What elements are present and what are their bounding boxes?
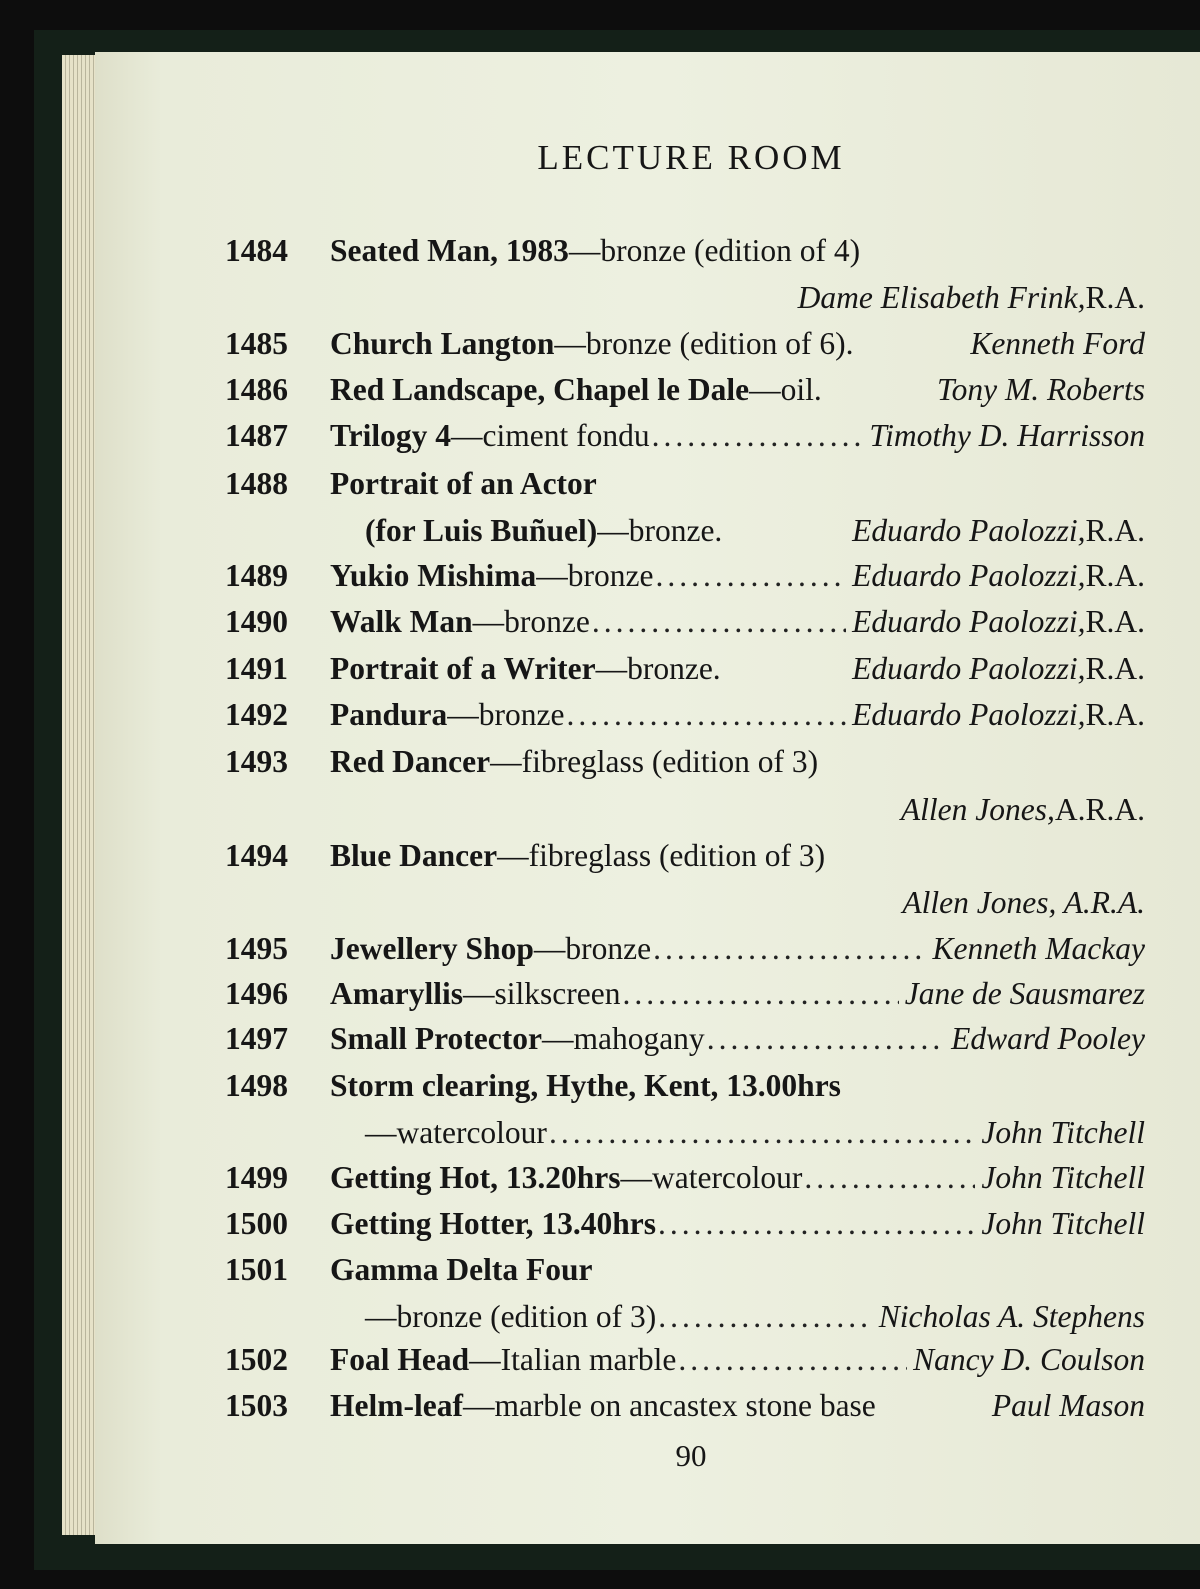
work-medium: —bronze. <box>595 651 721 686</box>
artist-name: Kenneth Ford <box>970 326 1145 361</box>
entry-continuation <box>95 276 1200 320</box>
entry-continuation <box>95 1111 1200 1155</box>
artist-suffix: R.A. <box>1085 697 1145 732</box>
catalogue-number: 1484 <box>225 233 288 268</box>
work-title: Storm clearing, Hythe, Kent, 13.00hrs <box>330 1068 841 1103</box>
catalogue-number: 1492 <box>225 697 288 732</box>
entry-row <box>95 972 1200 1016</box>
work-medium: —silkscreen <box>462 976 621 1011</box>
entry-list <box>95 52 1200 1544</box>
work-medium: —ciment fondu <box>451 418 650 453</box>
leader-dots <box>651 927 926 971</box>
artist-suffix: R.A. <box>1085 651 1145 686</box>
entry-row <box>95 1338 1200 1382</box>
work-title: Jewellery Shop <box>330 931 534 966</box>
catalogue-number: 1489 <box>225 558 288 593</box>
artist-name: Kenneth Mackay <box>932 931 1145 966</box>
artist-suffix: R.A. <box>1085 604 1145 639</box>
catalogue-number: 1502 <box>225 1342 288 1377</box>
artist-name: Eduardo Paolozzi, <box>852 558 1086 593</box>
artist-name: Paul Mason <box>991 1388 1145 1423</box>
catalogue-number: 1485 <box>225 326 288 361</box>
work-title: Foal Head <box>330 1342 470 1377</box>
leader-dots <box>547 1111 975 1155</box>
work-title: Gamma Delta Four <box>330 1252 593 1287</box>
work-title: Getting Hot, 13.20hrs <box>330 1160 621 1195</box>
leader-dots <box>705 1017 945 1061</box>
work-medium: —bronze <box>533 931 652 966</box>
entry-continuation <box>95 509 1200 553</box>
catalogue-number: 1496 <box>225 976 288 1011</box>
leader-dots <box>650 414 864 458</box>
work-medium: —bronze (edition of 6). <box>554 326 854 361</box>
work-medium: —bronze. <box>597 513 723 548</box>
entry-continuation <box>95 788 1200 832</box>
artist-name: Tony M. Roberts <box>937 372 1145 407</box>
work-title: Getting Hotter, 13.40hrs <box>330 1206 657 1241</box>
entry-row <box>95 1384 1200 1428</box>
entry-row <box>95 368 1200 412</box>
catalogue-number: 1491 <box>225 651 288 686</box>
entry-row <box>95 1064 1200 1108</box>
leader-dots <box>676 1338 907 1382</box>
catalogue-number: 1500 <box>225 1206 288 1241</box>
work-title: Blue Dancer <box>330 838 498 873</box>
work-title: Portrait of an Actor <box>330 466 597 501</box>
artist-suffix: R.A. <box>1085 513 1145 548</box>
catalogue-number: 1488 <box>225 466 288 501</box>
work-medium: —bronze <box>472 604 590 639</box>
leader-dots <box>590 600 846 644</box>
artist-name: Allen Jones, <box>900 792 1055 827</box>
artist-name: Eduardo Paolozzi, <box>852 513 1086 548</box>
entry-row <box>95 1202 1200 1246</box>
work-medium: —watercolour <box>620 1160 803 1195</box>
page-title: LECTURE ROOM <box>537 138 845 177</box>
work-medium: —bronze (edition of 3) <box>365 1299 657 1334</box>
work-title: Seated Man, 1983 <box>330 233 569 268</box>
leader-dots <box>802 1156 975 1200</box>
work-medium: —fibreglass (edition of 3) <box>497 838 826 873</box>
work-title: Church Langton <box>330 326 555 361</box>
work-medium: —Italian marble <box>469 1342 677 1377</box>
catalogue-number: 1490 <box>225 604 288 639</box>
entry-row <box>95 600 1200 644</box>
work-title: Small Protector <box>330 1021 542 1056</box>
work-medium: —bronze <box>447 697 565 732</box>
artist-name: John Titchell <box>981 1115 1145 1150</box>
catalogue-number: 1501 <box>225 1252 288 1287</box>
leader-dots <box>620 972 898 1016</box>
work-title: Walk Man <box>330 604 473 639</box>
artist-name: Timothy D. Harrisson <box>869 418 1145 453</box>
work-medium: —marble on ancastex stone base <box>462 1388 876 1423</box>
entry-continuation <box>95 1295 1200 1339</box>
work-title: Amaryllis <box>330 976 463 1011</box>
catalogue-number: 1497 <box>225 1021 288 1056</box>
entry-row <box>95 462 1200 506</box>
artist-name: Edward Pooley <box>951 1021 1145 1056</box>
work-title: Helm-leaf <box>330 1388 463 1423</box>
page-number: 90 <box>675 1438 707 1473</box>
catalogue-page <box>95 52 1200 1544</box>
artist-name: Dame Elisabeth Frink, <box>797 280 1086 315</box>
entry-row <box>95 414 1200 458</box>
entry-row <box>95 647 1200 691</box>
catalogue-number: 1503 <box>225 1388 288 1423</box>
work-medium: —watercolour <box>365 1115 547 1150</box>
work-title: Yukio Mishima <box>330 558 537 593</box>
entry-row <box>95 927 1200 971</box>
catalogue-number: 1486 <box>225 372 288 407</box>
catalogue-number: 1487 <box>225 418 288 453</box>
catalogue-number: 1493 <box>225 744 288 779</box>
artist-name: Jane de Sausmarez <box>904 976 1145 1011</box>
artist-name: John Titchell <box>981 1160 1145 1195</box>
entry-row <box>95 740 1200 784</box>
artist-suffix: R.A. <box>1085 280 1145 315</box>
leader-dots <box>656 1202 975 1246</box>
work-title: Portrait of a Writer <box>330 651 596 686</box>
work-title: Trilogy 4 <box>330 418 452 453</box>
work-title: Red Landscape, Chapel le Dale <box>330 372 750 407</box>
entry-row <box>95 693 1200 737</box>
entry-row <box>95 229 1200 273</box>
work-medium: —fibreglass (edition of 3) <box>490 744 819 779</box>
entry-row <box>95 834 1200 878</box>
entry-row <box>95 322 1200 366</box>
artist-suffix: A.R.A. <box>1054 792 1145 827</box>
work-title: Red Dancer <box>330 744 491 779</box>
leader-dots <box>564 693 846 737</box>
catalogue-number: 1498 <box>225 1068 288 1103</box>
catalogue-number: 1494 <box>225 838 288 873</box>
artist-name: Eduardo Paolozzi, <box>852 604 1086 639</box>
artist-name: Eduardo Paolozzi, <box>852 697 1086 732</box>
work-title: Pandura <box>330 697 448 732</box>
entry-row <box>95 1156 1200 1200</box>
catalogue-number: 1499 <box>225 1160 288 1195</box>
work-medium: —mahogany <box>541 1021 705 1056</box>
work-medium: —oil. <box>749 372 822 407</box>
leader-dots <box>653 554 846 598</box>
entry-row <box>95 554 1200 598</box>
artist-suffix: R.A. <box>1085 558 1145 593</box>
work-title: (for Luis Buñuel) <box>365 513 598 548</box>
artist-name: Allen Jones, A.R.A. <box>902 885 1145 920</box>
artist-name: John Titchell <box>981 1206 1145 1241</box>
catalogue-number: 1495 <box>225 931 288 966</box>
entry-row <box>95 1248 1200 1292</box>
work-medium: —bronze <box>536 558 654 593</box>
entry-continuation <box>95 881 1200 925</box>
artist-name: Eduardo Paolozzi, <box>852 651 1086 686</box>
artist-name: Nicholas A. Stephens <box>878 1299 1145 1334</box>
entry-row <box>95 1017 1200 1061</box>
leader-dots <box>656 1295 872 1339</box>
work-medium: —bronze (edition of 4) <box>568 233 861 268</box>
artist-name: Nancy D. Coulson <box>913 1342 1145 1377</box>
